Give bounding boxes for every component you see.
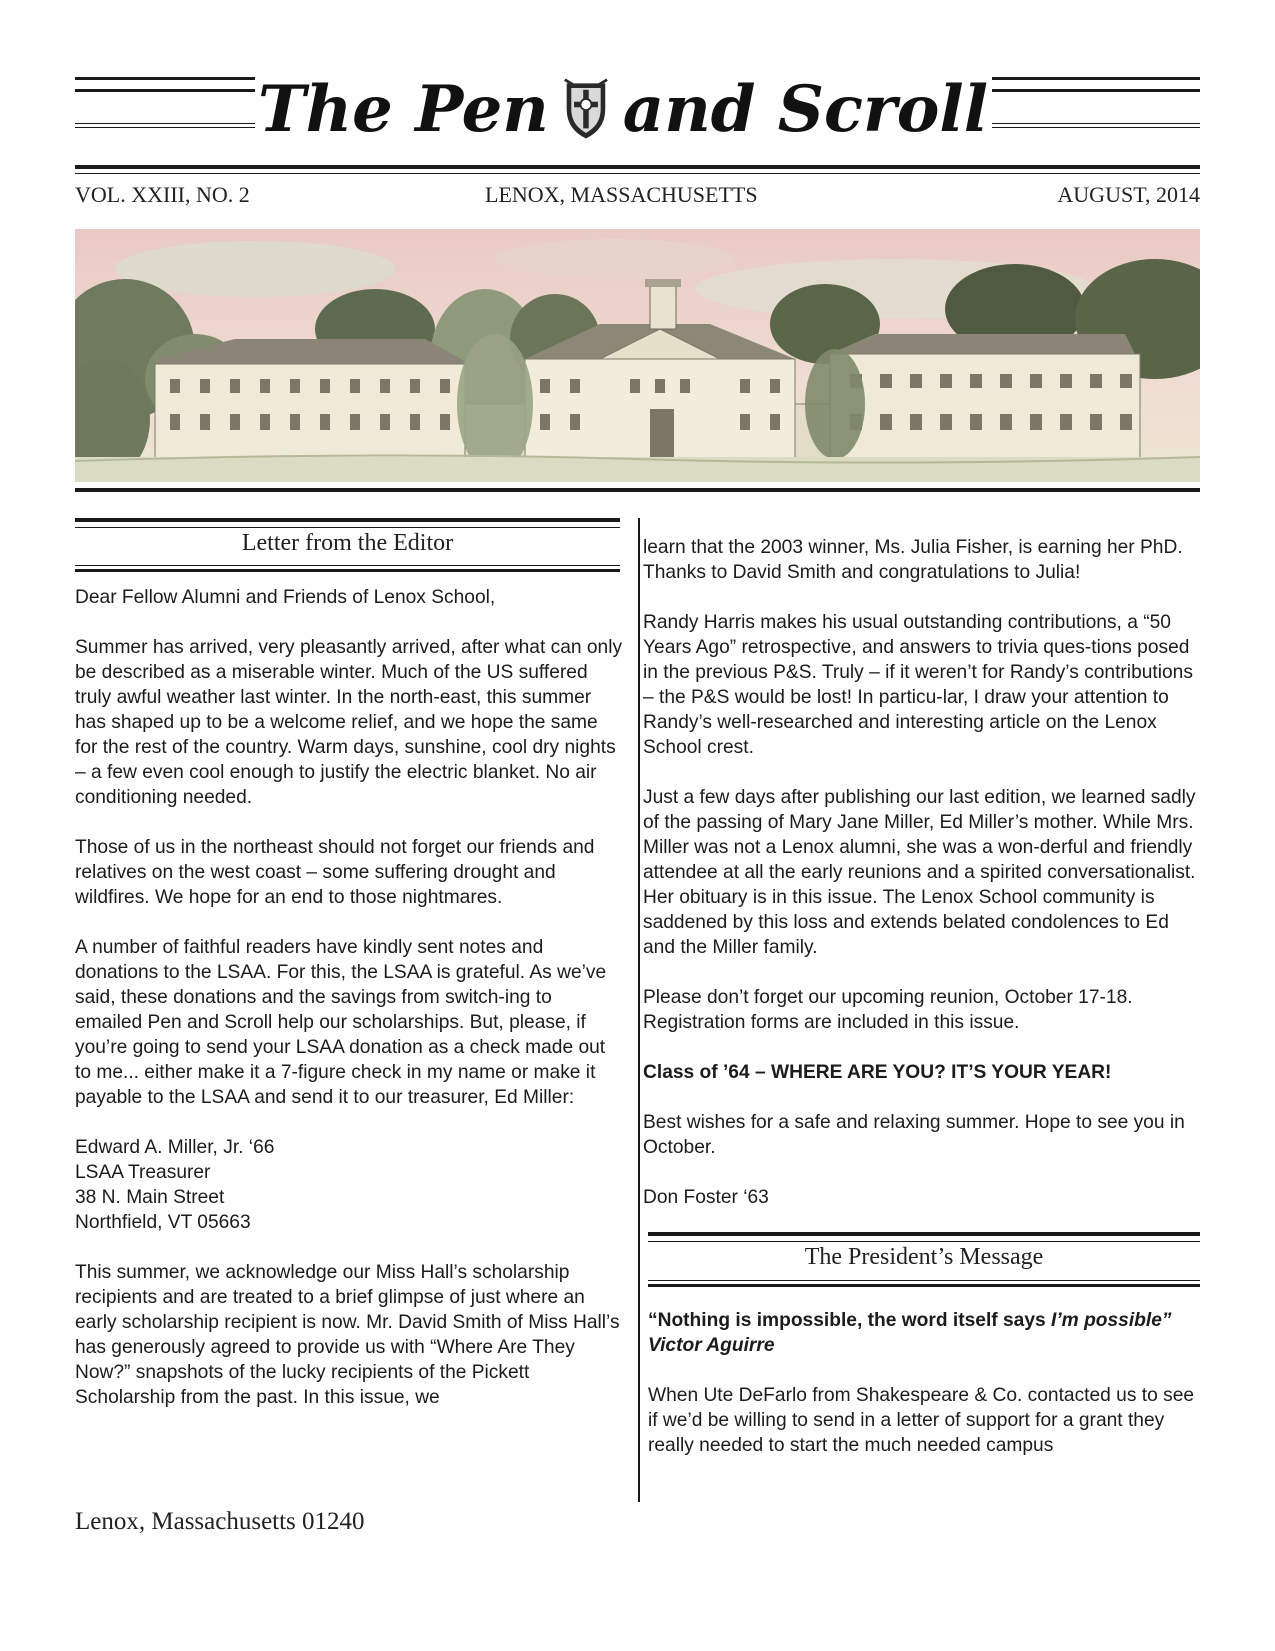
crest-icon	[563, 75, 609, 145]
address-line: 38 N. Main Street	[75, 1187, 225, 1208]
issue-line	[75, 182, 1200, 212]
letter-heading-rule-bottom	[75, 565, 620, 572]
letter-paragraph: Summer has arrived, very pleasantly arrived, after what can only be described as a miserable winter. Much of the US suffered truly awful weather last winter. In the north-east, this summer has shaped up to be a welcome relief, and we hope the same for the rest of the country. Warm days, sunshine, cool dry nights – a few even cool enough to justify the electric blanket. No air conditioning needed.	[75, 637, 623, 808]
letter-paragraph: This summer, we acknowledge our Miss Hall’s scholarship recipients and are treated to a brief glimpse of just where an early scholarship recipient is now. Mr. David Smith of Miss Hall’s has generously agreed to provide us with “Where Are They Now?” snapshots of the lucky recipients of the Pickett Scholarship from the past. In this issue, we	[75, 1262, 620, 1408]
masthead-rule-right-lower	[992, 123, 1200, 128]
letter-paragraph: A number of faithful readers have kindly sent notes and donations to the LSAA. For this, the LSAA is grateful. As we’ve said, these donations and the savings from switch-ing to emailed Pen and Scroll help our scholarships. But, please, if you’re going to send your LSAA donation as a check made out to me... either make it a 7-figure check in my name or make it payable to the LSAA and send it to our treasurer, Ed Miller:	[75, 937, 607, 1108]
editor-signature: Don Foster ‘63	[643, 1187, 769, 1208]
issue-date: AUGUST, 2014	[1057, 182, 1200, 207]
issue-volume: VOL. XXIII, NO. 2	[75, 182, 250, 207]
president-heading: The President’s Message	[804, 1244, 1044, 1270]
column-divider	[638, 518, 640, 1502]
masthead-title	[258, 70, 988, 150]
letter-paragraph: Those of us in the northeast should not forget our friends and relatives on the west coast – some suffering drought and wildfires. We hope for an end to those nightmares.	[75, 837, 595, 908]
masthead-rule-left	[75, 77, 255, 92]
class-call: Class of ’64 – WHERE ARE YOU? IT’S YOUR YEAR!	[643, 1062, 1112, 1083]
address-line: Edward A. Miller, Jr. ‘66	[75, 1137, 275, 1158]
letter-column-2	[643, 535, 1203, 1235]
footer-address: Lenox, Massachusetts 01240	[75, 1508, 365, 1535]
president-heading-rule-top	[648, 1232, 1200, 1242]
letter-paragraph: Just a few days after publishing our last edition, we learned sadly of the passing of Mary Jane Miller, Ed Miller’s mother. While Mrs. Miller was not a Lenox alumni, she was a won-derful and friendly attendee at all the early reunions and a spirited conversationalist. Her obituary is in this issue. The Lenox School community is saddened by this loss and extends belated condolences to Ed and the Miller family.	[643, 787, 1196, 958]
letter-closing: Best wishes for a safe and relaxing summer. Hope to see you in October.	[643, 1112, 1185, 1158]
letter-paragraph: Randy Harris makes his usual outstanding contributions, a “50 Years Ago” retrospective, and answers to trivia ques-tions posed in the previous P&S. Truly – if it weren’t for Randy’s contributions – the P&S would be lost! In particu-lar, I draw your attention to Randy’s well-researched and interesting article on the Lenox School crest.	[643, 612, 1193, 758]
quote-text: “Nothing is impossible, the word itself says	[648, 1310, 1052, 1331]
president-column	[648, 1308, 1204, 1483]
masthead-rule-right	[992, 77, 1200, 92]
banner-underline	[75, 488, 1200, 492]
masthead-title-left: The Pen	[258, 72, 549, 147]
president-heading-rule-bottom	[648, 1280, 1200, 1287]
letter-heading-rule-top	[75, 518, 620, 528]
campus-illustration	[75, 229, 1200, 482]
letter-paragraph: Dear Fellow Alumni and Friends of Lenox School,	[75, 587, 496, 608]
president-quote	[648, 1308, 1204, 1358]
letter-paragraph: learn that the 2003 winner, Ms. Julia Fisher, is earning her PhD. Thanks to David Smith and congratulations to Julia!	[643, 537, 1183, 583]
address-line: Northfield, VT 05663	[75, 1212, 251, 1233]
letter-paragraph: Please don’t forget our upcoming reunion, October 17-18. Registration forms are included in this issue.	[643, 987, 1133, 1033]
letter-heading: Letter from the Editor	[241, 530, 454, 556]
quote-author: Victor Aguirre	[648, 1335, 775, 1356]
issue-location: LENOX, MASSACHUSETTS	[485, 182, 758, 207]
masthead-title-right: and Scroll	[622, 72, 988, 147]
masthead-underline-thin	[75, 173, 1200, 174]
quote-italic: I’m possible”	[1051, 1310, 1172, 1331]
treasurer-address	[75, 1135, 623, 1235]
address-line: LSAA Treasurer	[75, 1162, 211, 1183]
president-paragraph: When Ute DeFarlo from Shakespeare & Co. contacted us to see if we’d be willing to send in a letter of support for a grant they really needed to start the much needed campus	[648, 1385, 1195, 1456]
masthead-rule-left-lower	[75, 123, 255, 128]
masthead-underline	[75, 165, 1200, 169]
letter-column-1	[75, 585, 623, 1435]
